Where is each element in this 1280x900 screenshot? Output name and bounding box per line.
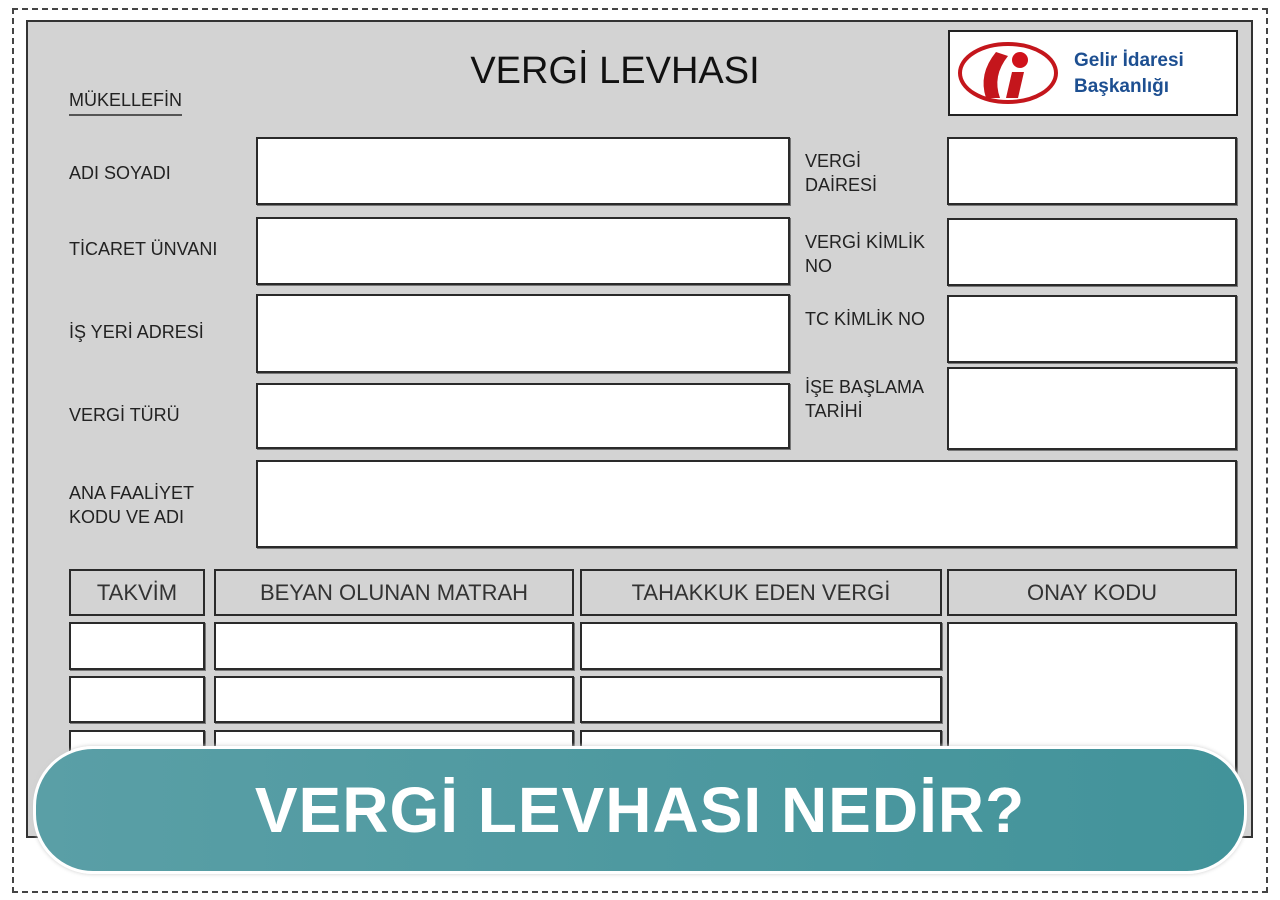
- label-line: VERGİ: [805, 151, 862, 171]
- label-vergi-turu: VERGİ TÜRÜ: [69, 405, 180, 425]
- logo-line-1: Gelir İdaresi: [1074, 50, 1184, 71]
- label-line: DAİRESİ: [805, 175, 878, 195]
- ana-faaliyet-field[interactable]: [256, 460, 1237, 548]
- label-ana-faaliyet: [69, 481, 194, 529]
- label-tc-kimlik-no: TC KİMLİK NO: [805, 309, 926, 329]
- label-line: VERGİ KİMLİK: [805, 232, 926, 252]
- header-onay-kodu: ONAY KODU: [947, 569, 1237, 616]
- section-label: MÜKELLEFİN: [69, 88, 182, 116]
- ticaret-unvani-field[interactable]: [256, 217, 790, 285]
- table-cell[interactable]: [580, 622, 942, 670]
- label-ticaret-unvani: TİCARET ÜNVANI: [69, 239, 218, 259]
- label-vergi-dairesi: [805, 149, 877, 197]
- vergi-turu-field[interactable]: [256, 383, 790, 449]
- table-cell[interactable]: [69, 676, 205, 723]
- vergi-kimlik-no-field[interactable]: [947, 218, 1237, 286]
- title-banner: VERGİ LEVHASI NEDİR?: [33, 746, 1247, 874]
- header-takvim: TAKVİM: [69, 569, 205, 616]
- is-yeri-adresi-field[interactable]: [256, 294, 790, 373]
- label-line: İŞE BAŞLAMA: [805, 377, 925, 397]
- table-cell[interactable]: [214, 622, 574, 670]
- label-line: ANA FAALİYET: [69, 483, 195, 503]
- ise-baslama-tarihi-field[interactable]: [947, 367, 1237, 450]
- label-is-yeri-adresi: İŞ YERİ ADRESİ: [69, 322, 204, 342]
- label-adi-soyadi: ADI SOYADI: [69, 163, 171, 183]
- gib-logo: [948, 30, 1238, 116]
- vergi-dairesi-field[interactable]: [947, 137, 1237, 205]
- label-vergi-kimlik-no: [805, 230, 925, 278]
- header-tahakkuk-eden-vergi: TAHAKKUK EDEN VERGİ: [580, 569, 942, 616]
- gib-emblem-icon: [956, 40, 1060, 106]
- header-beyan-olunan-matrah: BEYAN OLUNAN MATRAH: [214, 569, 574, 616]
- label-line: NO: [805, 256, 832, 276]
- page-title: VERGİ LEVHASI: [470, 50, 760, 92]
- logo-line-2: Başkanlığı: [1074, 76, 1170, 97]
- table-cell[interactable]: [214, 676, 574, 723]
- table-cell[interactable]: [69, 622, 205, 670]
- table-cell[interactable]: [580, 676, 942, 723]
- tc-kimlik-no-field[interactable]: [947, 295, 1237, 363]
- label-line: TARİHİ: [805, 401, 863, 421]
- adi-soyadi-field[interactable]: [256, 137, 790, 205]
- label-line: KODU VE ADI: [69, 507, 185, 527]
- label-ise-baslama-tarihi: [805, 375, 924, 423]
